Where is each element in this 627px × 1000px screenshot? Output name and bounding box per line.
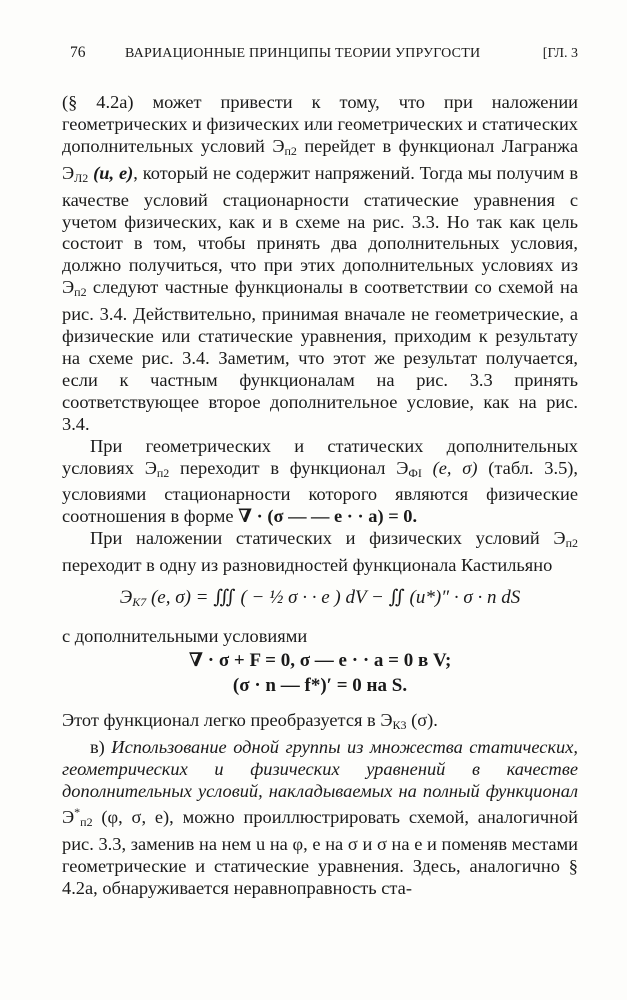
constraint-formula-1: ∇ · σ + F = 0, σ — e · · a = 0 в V; xyxy=(188,649,452,671)
constraint-formula-2: (σ · n — f*)′ = 0 на S. xyxy=(232,674,408,696)
paragraph-2: При геометрических и статических дополнительных условиях $Э_{п2}$ переходит в функционал $Э_{ФI}$ (e, σ) (табл. 3.5), условиями стационарности которого являются физические соотношения в форме ∇ · (σ — — e · · a) = 0. xyxy=(62,435,578,527)
paragraph-3: При наложении статических и физических условий $Э_{п2}$ переходит в одну из разновидностей функционала Кастильяно xyxy=(62,528,578,576)
paragraph-5: Этот функционал легко преобразуется в $Э_{К3}$ (σ). xyxy=(62,709,438,732)
running-header xyxy=(70,44,578,62)
page-number: 76 xyxy=(70,44,86,61)
page-body xyxy=(62,92,578,900)
paragraph-1: (§ 4.2а) может привести к тому, что при наложении геометрических и физических или геометрических и статических дополнительных условий $Э_{п2}$ перейдет в функционал Лагранжа $Э_{Л2}$ (u, e), который не содержит напряжений. Тогда мы получим в качестве условий стационарности статические уравнения с учетом физических, как и в схеме на рис. 3.3. Но так как цель состоит в том, чтобы принять два дополнительных условия, должно получиться, что при этих дополнительных условиях из $Э_{п2}$ следуют частные функционалы в соответствии со схемой на рис. 3.4. Действительно, принимая вначале не геометрические, а физические или статические уравнения, приходим к результату на схеме рис. 3.4. Заметим, что этот же результат получается, если к частным функционалам на рис. 3.3 принять соответствующее второе дополнительное условие, как на рис. 3.4. xyxy=(62,92,578,434)
paragraph-4: с дополнительными условиями xyxy=(62,625,308,646)
chapter-label: [ГЛ. 3 xyxy=(542,46,578,61)
paragraph-6: в) Использование одной группы из множества статических, геометрических и физических уравнений в качестве дополнительных условий, накладываемых на полный функционал $Э^*_{п2}$ (φ, σ, e), можно проиллюстрировать схемой, аналогичной рис. 3.3, заменив на нем u на φ, e на σ и σ на e и поменяв местами геометрические и статические уравнения. Здесь, аналогично § 4.2а, обнаруживается неравноправность ста- xyxy=(62,736,579,899)
castigliano-formula: $Э_{К7}$ (e, σ) = ∭ ( − ½ σ · · e ) dV − ∬ (u*)″ · σ · n dS xyxy=(119,587,521,610)
running-title: ВАРИАЦИОННЫЕ ПРИНЦИПЫ ТЕОРИИ УПРУГОСТИ xyxy=(125,46,481,61)
